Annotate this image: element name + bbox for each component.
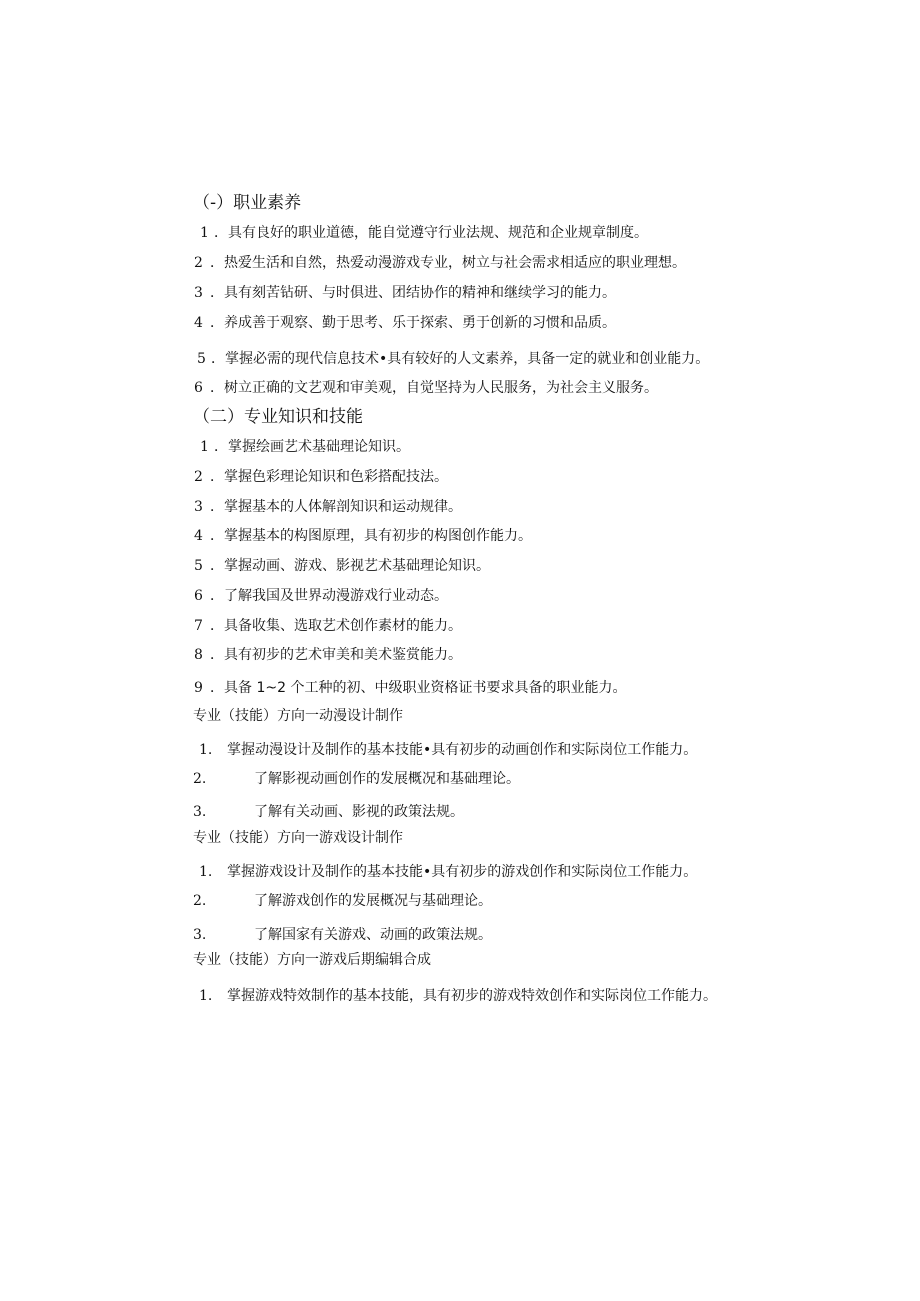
item-number: 1. (199, 988, 213, 1004)
item-text: ．了解我国及世界动漫游戏行业动态。 (210, 588, 448, 604)
direction-title: 专业（技能）方向一游戏后期编辑合成 (193, 952, 431, 968)
list-item (194, 378, 658, 398)
item-text: ．掌握色彩理论知识和色彩搭配技法。 (210, 469, 448, 485)
list-item (194, 313, 616, 333)
item-number: 2. (193, 893, 207, 909)
list-item (199, 986, 717, 1006)
item-text: ．掌握绘画艺术基础理论知识。 (214, 439, 410, 455)
item-text: ．养成善于观察、勤于思考、乐于探索、勇于创新的习惯和品质。 (210, 315, 616, 331)
item-text: ．掌握基本的构图原理，具有初步的构图创作能力。 (210, 528, 532, 544)
list-item (194, 678, 626, 698)
item-text: 掌握游戏特效制作的基本技能，具有初步的游戏特效创作和实际岗位工作能力。 (227, 988, 717, 1004)
item-text: 了解游戏创作的发展概况与基础理论。 (254, 893, 492, 909)
item-text: ．掌握基本的人体解剖知识和运动规律。 (210, 499, 462, 515)
item-number: 5 (194, 558, 203, 574)
item-number: 2 (194, 469, 203, 485)
list-item (197, 349, 709, 369)
list-item (194, 497, 462, 517)
item-number: 7 (194, 618, 203, 634)
item-number: 5 (197, 351, 206, 367)
list-item (193, 891, 492, 911)
list-item (194, 586, 448, 606)
item-text: ．具备收集、选取艺术创作素材的能力。 (210, 618, 462, 634)
item-number: 3. (193, 927, 207, 943)
item-text: 了解有关动画、影视的政策法规。 (254, 804, 464, 820)
section-heading: （-）职业素养 (193, 193, 302, 213)
direction-title: 专业（技能）方向一动漫设计制作 (193, 708, 403, 724)
item-text: ．树立正确的文艺观和审美观，自觉坚持为人民服务，为社会主义服务。 (210, 380, 658, 396)
item-number: 2. (193, 771, 207, 787)
item-number: 3 (194, 499, 203, 515)
list-item (193, 769, 520, 789)
list-item (194, 645, 462, 665)
item-number: 4 (194, 528, 203, 544)
item-text: ．具有初步的艺术审美和美术鉴赏能力。 (210, 647, 462, 663)
list-item (193, 802, 464, 822)
item-number: 6 (194, 588, 203, 604)
section-heading: （二）专业知识和技能 (193, 407, 363, 427)
item-number: 4 (194, 315, 203, 331)
item-number: 6 (194, 380, 203, 396)
list-item (193, 925, 492, 945)
item-number: 1 (200, 439, 209, 455)
list-item (194, 526, 532, 546)
item-text: ．具有刻苦钻研、与时俱进、团结协作的精神和继续学习的能力。 (210, 285, 616, 301)
list-item (194, 467, 448, 487)
item-text: ．具有良好的职业道德，能自觉遵守行业法规、规范和企业规章制度。 (214, 225, 648, 241)
list-item (194, 556, 490, 576)
item-number: 9 (194, 680, 203, 696)
item-text: 了解国家有关游戏、动画的政策法规。 (254, 927, 492, 943)
item-number: 1. (199, 864, 213, 880)
list-item (200, 437, 410, 457)
list-item (194, 283, 616, 303)
item-number: 1 (200, 225, 209, 241)
item-text: ．掌握动画、游戏、影视艺术基础理论知识。 (210, 558, 490, 574)
item-text: 了解影视动画创作的发展概况和基础理论。 (254, 771, 520, 787)
direction-title: 专业（技能）方向一游戏设计制作 (193, 830, 403, 846)
item-number: 3. (193, 804, 207, 820)
list-item (199, 740, 697, 760)
list-item (194, 616, 462, 636)
item-text: 掌握动漫设计及制作的基本技能•具有初步的动画创作和实际岗位工作能力。 (227, 742, 698, 758)
list-item (200, 223, 648, 243)
item-number: 1. (199, 742, 213, 758)
item-number: 2 (194, 255, 203, 271)
item-text: ．具备 1~2 个工种的初、中级职业资格证书要求具备的职业能力。 (210, 680, 627, 696)
item-text: ．热爱生活和自然，热爱动漫游戏专业，树立与社会需求相适应的职业理想。 (210, 255, 686, 271)
item-number: 8 (194, 647, 203, 663)
list-item (199, 862, 697, 882)
list-item (194, 253, 686, 273)
item-text: 掌握游戏设计及制作的基本技能•具有初步的游戏创作和实际岗位工作能力。 (227, 864, 698, 880)
item-text: ．掌握必需的现代信息技术•具有较好的人文素养，具备一定的就业和创业能力。 (211, 351, 710, 367)
item-number: 3 (194, 285, 203, 301)
